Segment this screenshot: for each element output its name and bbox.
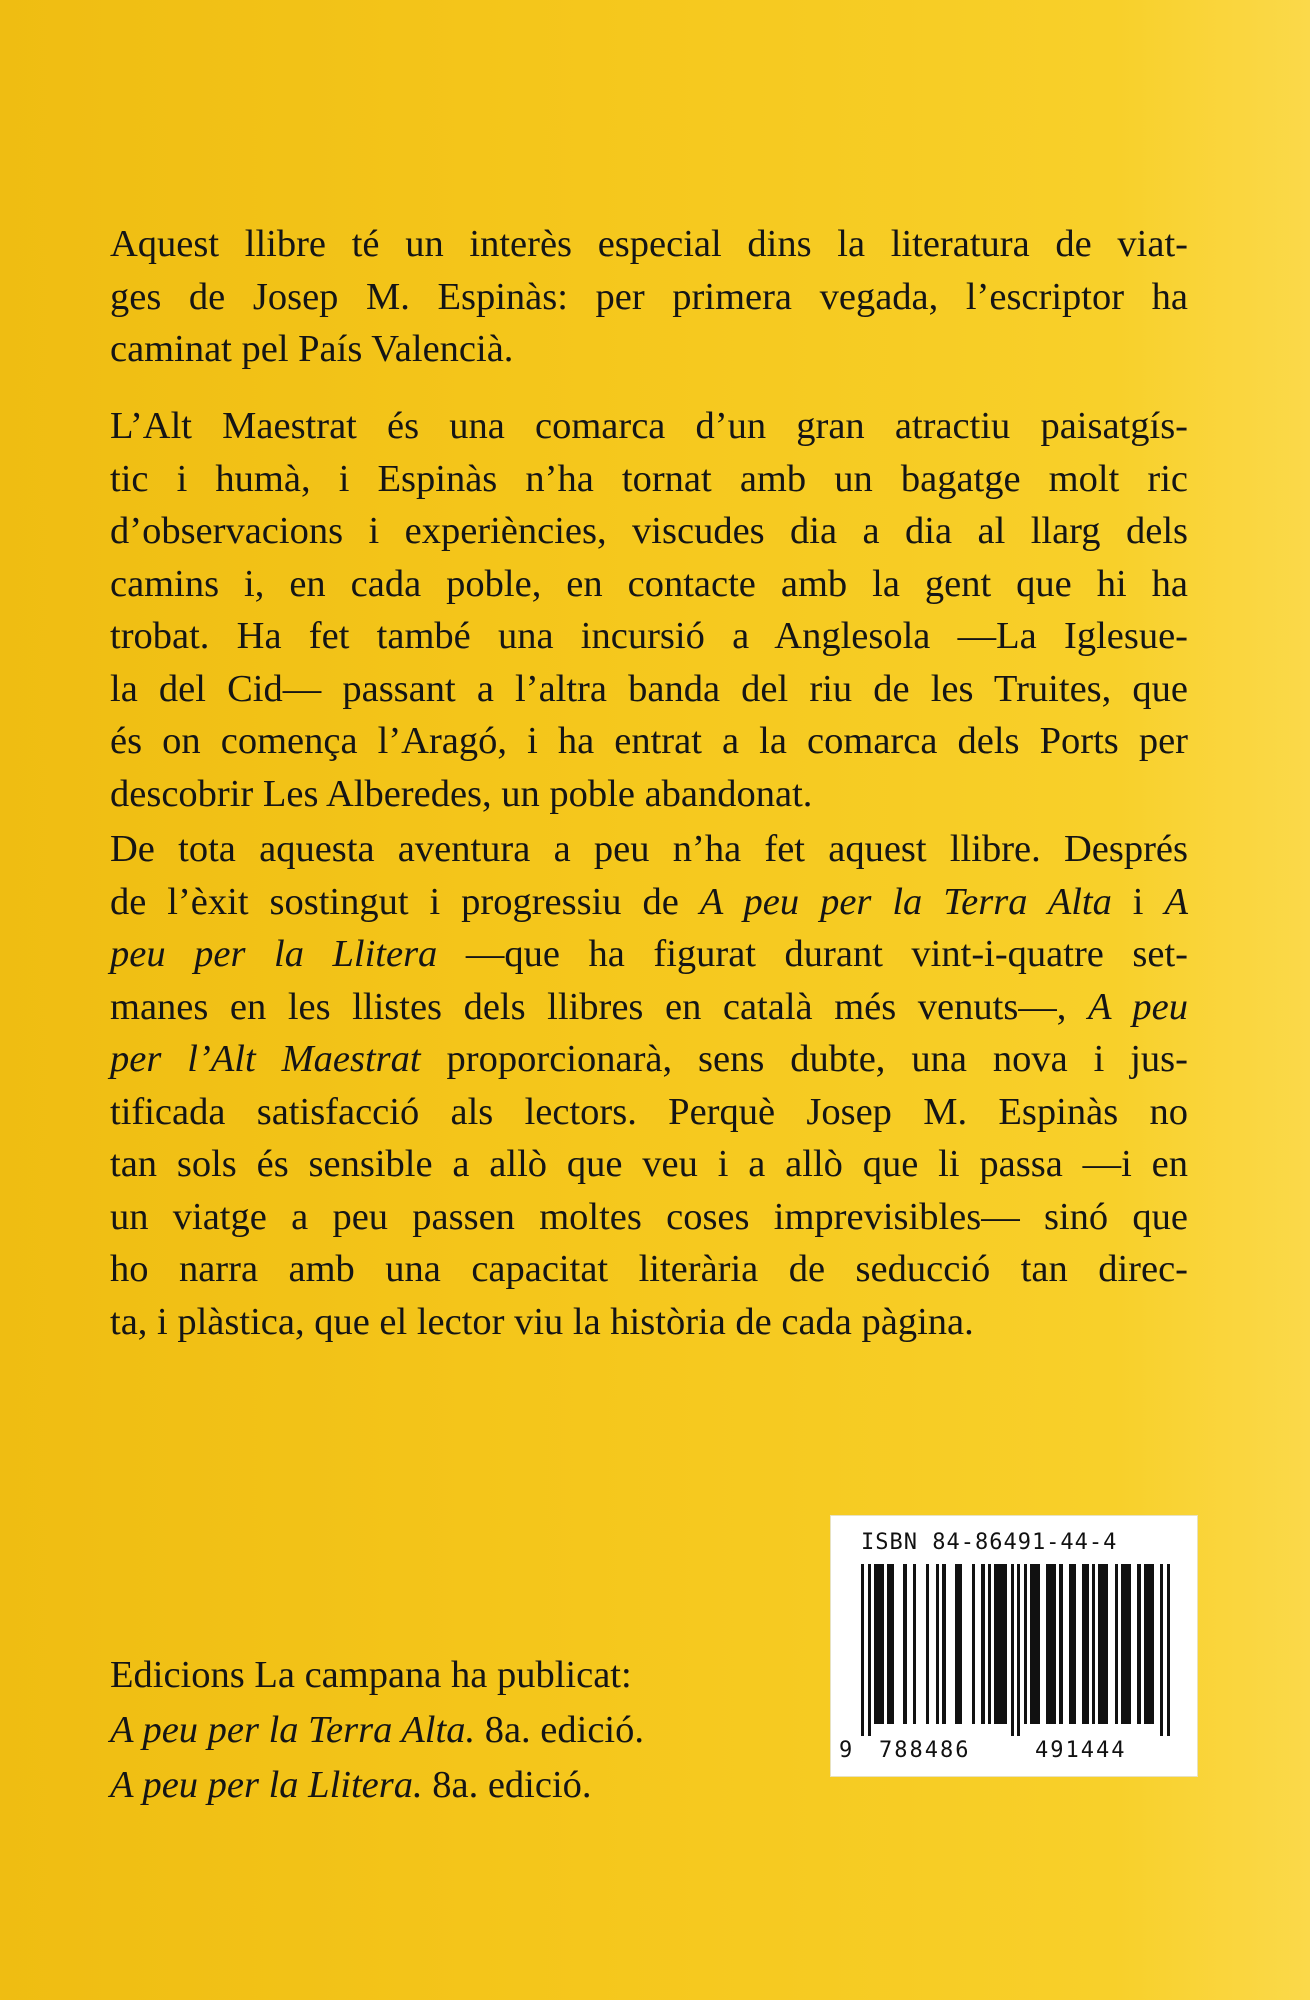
text-line [110, 981, 1188, 1034]
ean-left-digits: 788486 [879, 1738, 971, 1763]
book-title-llitera-end: peu per la Llitera [110, 933, 438, 975]
published-title: A peu per la Llitera. [110, 1764, 423, 1806]
book-title-alt-maestrat-start: A peu [1088, 985, 1188, 1028]
description-paragraph-1 [110, 218, 1188, 376]
book-title-llitera-start: A [1164, 880, 1188, 923]
text-line [110, 928, 1188, 981]
text-segment: manes en les llistes dels llibres en català més venuts—, [110, 985, 1089, 1028]
text-segment: —que ha figurat durant vint-i-quatre set- [437, 933, 1188, 975]
text-line: un viatge a peu passen moltes coses imprevisibles— sinó que [110, 1195, 1188, 1238]
description-paragraph-3 [110, 823, 1188, 1348]
text-segment: de l’èxit sostingut i progressiu de [110, 880, 700, 923]
published-title: A peu per la Terra Alta. [110, 1709, 476, 1751]
text-line: tificada satisfacció als lectors. Perquè Josep M. Espinàs no [110, 1090, 1188, 1133]
text-segment: i [1111, 880, 1165, 923]
text-line: d’observacions i experiències, viscudes dia a dia al llarg dels [110, 510, 1188, 552]
published-list [110, 1648, 810, 1813]
text-line: tan sols és sensible a allò que veu i a allò que li passa —i en [110, 1143, 1188, 1185]
published-heading: Edicions La campana ha publicat: [110, 1654, 632, 1696]
ean-right-digits: 491444 [1035, 1738, 1127, 1763]
description-paragraph-2 [110, 400, 1188, 820]
text-line: ta, i plàstica, que el lector viu la història de cada pàgina. [110, 1300, 974, 1343]
isbn-barcode [830, 1515, 1198, 1777]
text-line: L’Alt Maestrat és una comarca d’un gran atractiu paisatgís- [110, 405, 1188, 447]
text-line: és on comença l’Aragó, i ha entrat a la comarca dels Ports per [110, 720, 1188, 762]
ean-first-digit: 9 [839, 1738, 853, 1763]
text-line: trobat. Ha fet també una incursió a Anglesola —La Iglesue- [110, 615, 1188, 657]
barcode-bars [861, 1564, 1171, 1736]
published-item [110, 1758, 810, 1813]
text-line: descobrir Les Alberedes, un poble abandonat. [110, 772, 813, 815]
barcode-bar [1167, 1564, 1170, 1736]
published-edition: 8a. edició. [422, 1764, 592, 1806]
text-line: ges de Josep M. Espinàs: per primera vegada, l’escriptor ha [110, 275, 1188, 318]
text-segment: proporcionarà, sens dubte, una nova i jus- [420, 1038, 1188, 1080]
book-title-terra-alta: A peu per la Terra Alta [699, 880, 1112, 923]
book-title-alt-maestrat-end: per l’Alt Maestrat [110, 1038, 421, 1080]
isbn-label: ISBN 84-86491-44-4 [861, 1530, 1118, 1555]
text-line [110, 1033, 1188, 1086]
text-line: Aquest llibre té un interès especial dins la literatura de viat- [110, 223, 1188, 265]
text-line: De tota aquesta aventura a peu n’ha fet aquest llibre. Després [110, 828, 1188, 870]
published-item [110, 1703, 810, 1758]
published-edition: 8a. edició. [475, 1709, 644, 1751]
text-line [110, 876, 1188, 929]
text-line: la del Cid— passant a l’altra banda del riu de les Truites, que [110, 667, 1188, 710]
text-line: tic i humà, i Espinàs n’ha tornat amb un bagatge molt ric [110, 457, 1188, 500]
text-line: camins i, en cada poble, en contacte amb la gent que hi ha [110, 562, 1188, 605]
text-line: ho narra amb una capacitat literària de seducció tan direc- [110, 1248, 1188, 1290]
text-line: caminat pel País Valencià. [110, 328, 514, 370]
